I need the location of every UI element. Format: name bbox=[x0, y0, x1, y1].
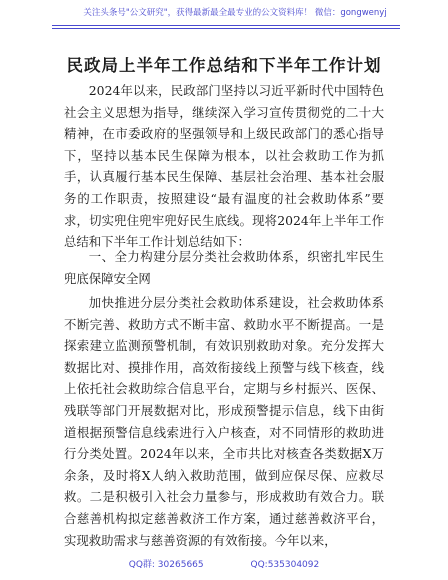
header-banner: 关注头条号"公文研究"，获得最新最全最专业的公文资料库！ 微信：gongwenyj bbox=[83, 8, 387, 18]
header-rule-bottom bbox=[52, 28, 400, 29]
paragraph-intro: 2024年以来，民政部门坚持以习近平新时代中国特色社会主义思想为指导，继续深入学习宣传贯彻党的二十大精神，在市委政府的坚强领导和上级民政部门的悉心指导下，坚持以基本民生保障为根本，以社会救助工作为抓手，认真履行基本民生保障、基层社会治理、基本社会服务的工作职责，按照建设“最有温度的社会救助体系”要求，切实兜住兜牢兜好民生底线。现将2024年上半年工作总结和下半年工作计划总结如下： bbox=[64, 83, 384, 250]
footer bbox=[0, 557, 448, 570]
footer-qq-group: QQ群: 30265665 bbox=[128, 560, 204, 570]
document-title: 民政局上半年工作总结和下半年工作计划 bbox=[66, 56, 382, 75]
section-heading-1: 一、全力构建分层分类社会救助体系，织密扎牢民生兜底保障安全网 bbox=[64, 249, 384, 286]
footer-qq: QQ:535304092 bbox=[250, 560, 320, 570]
paragraph-section-1: 加快推进分层分类社会救助体系建设，社会救助体系不断完善、救助方式不断丰富、救助水平不断提高。一是探索建立监测预警机制，有效识别救助对象。充分发挥大数据比对、摸排作用，高效衔接线上预警与线下核查，线上依托社会救助综合信息平台，定期与乡村振兴、医保、残联等部门开展数据对比，形成预警提示信息，线下由街道根据预警信息线索进行入户核查，对不同情形的救助进行分类处置。2024年以来，全市共比对核查各类数据X万余条，及时将X人纳入救助范围，做到应保尽保、应救尽救。二是积极引入社会力量参与，形成救助有效合力。联合慈善机构拟定慈善救济工作方案，通过慈善救济平台，实现救助需求与慈善资源的有效衔接。今年以来， bbox=[64, 295, 384, 548]
header-rule-top bbox=[52, 25, 400, 26]
